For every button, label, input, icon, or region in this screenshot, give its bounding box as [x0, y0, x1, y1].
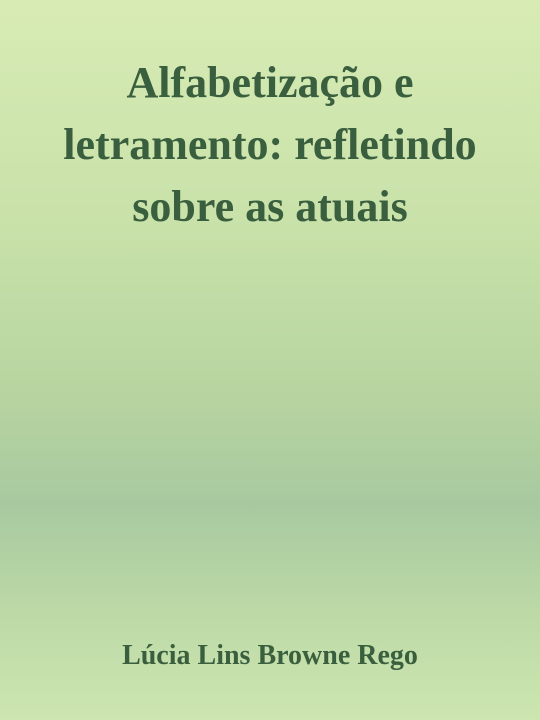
book-author: Lúcia Lins Browne Rego — [122, 640, 418, 671]
book-title: Alfabetização e letramento: refletindo sobre as atuais — [63, 58, 477, 231]
